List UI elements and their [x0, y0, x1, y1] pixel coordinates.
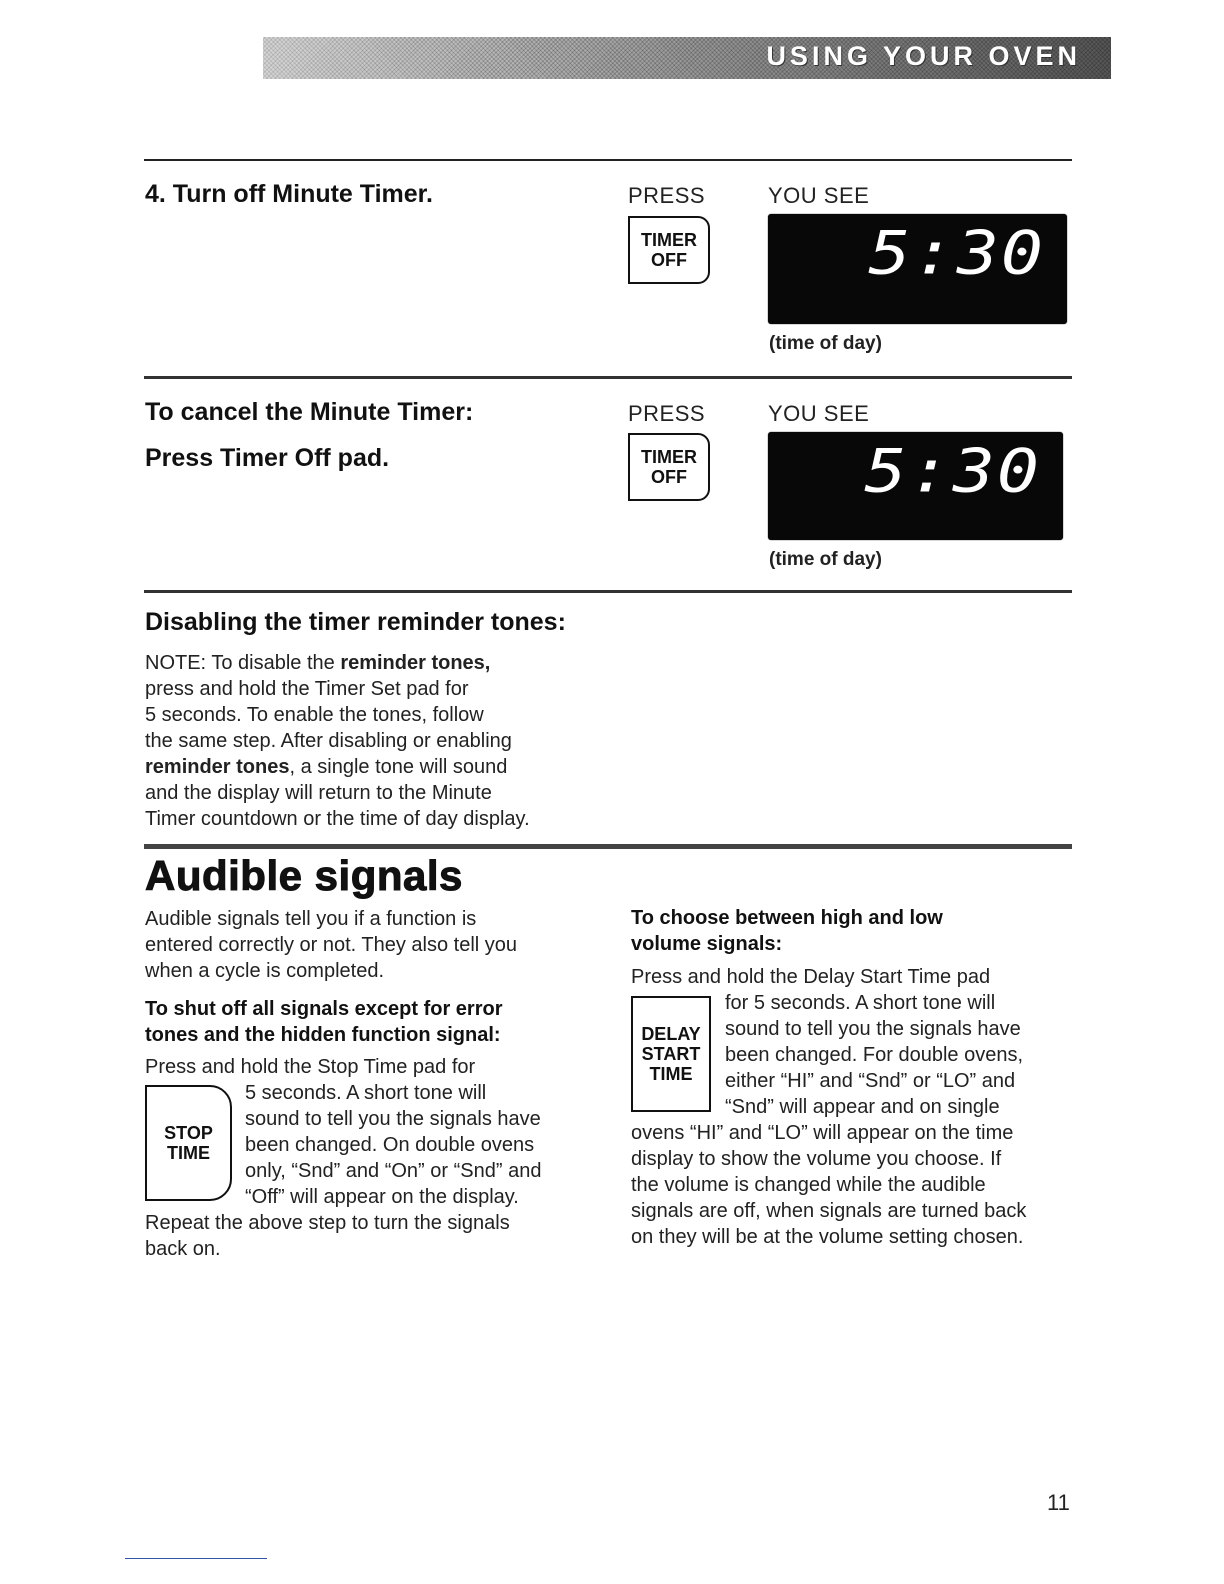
pad-label-line2: START [641, 1044, 701, 1064]
footer-rule [125, 1558, 267, 1559]
text-line: Press and hold the Delay Start Time pad [631, 966, 991, 988]
audible-signals-title: Audible signals [145, 852, 463, 899]
text-line: ovens “HI” and “LO” will appear on the time [631, 1122, 1014, 1144]
volume-heading [631, 905, 1071, 957]
disabling-heading: Disabling the timer reminder tones: [145, 608, 566, 636]
cancel-heading: To cancel the Minute Timer: [145, 398, 474, 426]
lcd-display [768, 214, 1067, 324]
timer-off-pad-icon [628, 433, 710, 501]
section-divider [144, 844, 1072, 849]
you-see-label: YOU SEE [768, 401, 870, 426]
text-line: either “HI” and “Snd” or “LO” and [725, 1070, 1016, 1092]
text-line: sound to tell you the signals have [245, 1108, 541, 1130]
text-line: signals are off, when signals are turned back [631, 1200, 1027, 1222]
volume-body [725, 990, 1075, 1120]
heading-line: volume signals: [631, 933, 783, 955]
text-line: been changed. On double ovens [245, 1134, 535, 1156]
shutoff-footer [145, 1210, 595, 1262]
shutoff-heading [145, 996, 605, 1048]
volume-footer [631, 1120, 1081, 1250]
text-line: on they will be at the volume setting chosen. [631, 1226, 1024, 1248]
note-text: , a single tone will sound [289, 756, 508, 778]
note-emphasis: reminder tones, [340, 652, 491, 674]
text-line: display to show the volume you choose. If [631, 1148, 1002, 1170]
pad-label-line2: OFF [651, 467, 687, 487]
pad-label-line1: TIMER [641, 230, 697, 250]
stop-time-pad-icon [145, 1085, 232, 1201]
note-text: To disable the [211, 652, 341, 674]
section-header-band [263, 37, 1111, 79]
note-line [145, 650, 625, 676]
text-line: sound to tell you the signals have [725, 1018, 1021, 1040]
lcd-time-readout: 5:30 [864, 436, 1041, 506]
text-line: “Off” will appear on the display. [245, 1186, 519, 1208]
text-line: only, “Snd” and “On” or “Snd” and [245, 1160, 542, 1182]
lcd-time-readout: 5:30 [868, 218, 1045, 288]
note-line: the same step. After disabling or enabling [145, 730, 512, 752]
section-header-title: USING YOUR OVEN [766, 41, 1081, 71]
text-line: Audible signals tell you if a function is [145, 908, 477, 930]
you-see-label: YOU SEE [768, 183, 870, 208]
text-line: “Snd” will appear and on single [725, 1096, 1000, 1118]
heading-line: To shut off all signals except for error [145, 998, 503, 1020]
text-line: for 5 seconds. A short tone will [725, 992, 996, 1014]
text-line: back on. [145, 1238, 221, 1260]
timer-off-pad-icon [628, 216, 710, 284]
note-line [145, 754, 625, 780]
delay-start-time-pad-icon [631, 996, 711, 1112]
page-number: 11 [1047, 1490, 1070, 1515]
display-caption: (time of day) [769, 333, 882, 354]
note-line: 5 seconds. To enable the tones, follow [145, 704, 484, 726]
text-line: Press and hold the Stop Time pad for [145, 1056, 476, 1078]
text-line: 5 seconds. A short tone will [245, 1082, 487, 1104]
note-line: press and hold the Timer Set pad for [145, 678, 469, 700]
pad-label-line3: TIME [649, 1064, 693, 1084]
heading-line: tones and the hidden function signal: [145, 1024, 501, 1046]
text-line: entered correctly or not. They also tell you [145, 934, 518, 956]
text-line: been changed. For double ovens, [725, 1044, 1023, 1066]
note-line: Timer countdown or the time of day display. [145, 808, 530, 830]
text-line: Repeat the above step to turn the signals [145, 1212, 510, 1234]
text-line: when a cycle is completed. [145, 960, 385, 982]
heading-line: To choose between high and low [631, 907, 943, 929]
pad-label-line2: OFF [651, 250, 687, 270]
note-prefix: NOTE: [145, 652, 207, 674]
lcd-display [768, 432, 1063, 540]
cancel-instruction: Press Timer Off pad. [145, 444, 390, 472]
audible-intro [145, 906, 595, 984]
text-line: the volume is changed while the audible [631, 1174, 986, 1196]
press-label: PRESS [628, 183, 706, 208]
display-caption: (time of day) [769, 549, 882, 570]
divider [144, 159, 1072, 161]
divider [144, 590, 1072, 593]
note-line: and the display will return to the Minute [145, 782, 492, 804]
note-emphasis: reminder tones [145, 756, 290, 778]
pad-label-line1: TIMER [641, 447, 697, 467]
disabling-note [145, 650, 625, 832]
press-label: PRESS [628, 401, 706, 426]
shutoff-body [245, 1080, 595, 1210]
pad-label-line1: DELAY [641, 1024, 701, 1044]
divider [144, 376, 1072, 379]
step4-heading: 4. Turn off Minute Timer. [145, 180, 433, 208]
pad-label-line2: TIME [167, 1143, 210, 1163]
pad-label-line1: STOP [164, 1123, 213, 1143]
